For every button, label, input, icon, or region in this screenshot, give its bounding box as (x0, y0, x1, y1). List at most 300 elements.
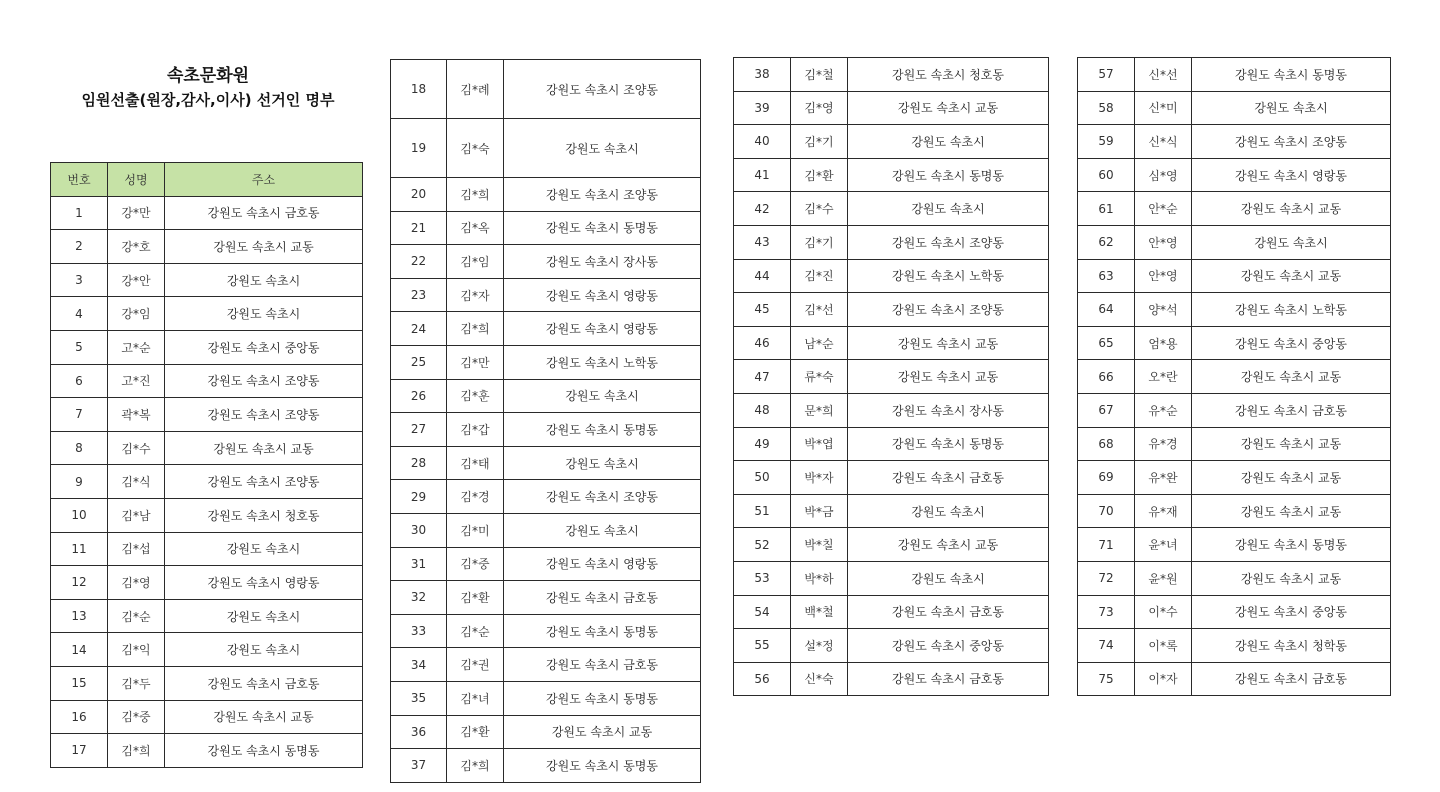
voter-address: 강원도 속초시 교동 (1192, 561, 1391, 595)
row-number: 18 (391, 60, 447, 119)
row-number: 34 (391, 648, 447, 682)
row-number: 24 (391, 312, 447, 346)
row-number: 72 (1078, 561, 1135, 595)
row-number: 42 (734, 192, 791, 226)
voter-name: 오*란 (1135, 360, 1192, 394)
voter-name: 김*례 (447, 60, 504, 119)
voter-address: 강원도 속초시 동명동 (848, 427, 1049, 461)
row-number: 45 (734, 293, 791, 327)
voter-address: 강원도 속초시 조양동 (165, 364, 363, 398)
voter-name: 안*영 (1135, 259, 1192, 293)
voter-name: 김*임 (447, 245, 504, 279)
row-number: 66 (1078, 360, 1135, 394)
voter-name: 김*환 (447, 715, 504, 749)
table-row (734, 461, 1049, 495)
voter-name: 김*경 (447, 480, 504, 514)
table-row (391, 446, 701, 480)
voter-name: 엄*용 (1135, 326, 1192, 360)
row-number: 32 (391, 581, 447, 615)
voter-address: 강원도 속초시 (504, 513, 701, 547)
voter-address: 강원도 속초시 동명동 (504, 749, 701, 783)
row-number: 46 (734, 326, 791, 360)
voter-address: 강원도 속초시 (165, 297, 363, 331)
voter-name: 이*수 (1135, 595, 1192, 629)
row-number: 49 (734, 427, 791, 461)
document-title: 속초문화원 (166, 66, 250, 86)
voter-address: 강원도 속초시 (848, 494, 1049, 528)
table-row (1078, 91, 1391, 125)
row-number: 40 (734, 125, 791, 159)
voter-address: 강원도 속초시 교동 (848, 326, 1049, 360)
row-number: 62 (1078, 225, 1135, 259)
voter-address: 강원도 속초시 (165, 263, 363, 297)
voter-name: 박*엽 (791, 427, 848, 461)
row-number: 63 (1078, 259, 1135, 293)
table-body (51, 196, 363, 767)
voter-name: 강*만 (108, 196, 165, 230)
header-address: 주소 (165, 163, 363, 197)
table-row (1078, 192, 1391, 226)
voter-address: 강원도 속초시 (1192, 225, 1391, 259)
voter-table-2 (390, 59, 701, 783)
row-number: 39 (734, 91, 791, 125)
row-number: 15 (51, 666, 108, 700)
voter-address: 강원도 속초시 금호동 (848, 461, 1049, 495)
voter-name: 양*석 (1135, 293, 1192, 327)
voter-address: 강원도 속초시 조양동 (165, 465, 363, 499)
table-row (1078, 629, 1391, 663)
document-subtitle: 임원선출(원장,감사,이사) 선거인 명부 (81, 91, 335, 109)
voter-address: 강원도 속초시 동명동 (504, 614, 701, 648)
row-number: 6 (51, 364, 108, 398)
voter-name: 윤*원 (1135, 561, 1192, 595)
voter-name: 김*기 (791, 125, 848, 159)
row-number: 67 (1078, 393, 1135, 427)
voter-address: 강원도 속초시 금호동 (1192, 662, 1391, 696)
voter-address: 강원도 속초시 교동 (165, 700, 363, 734)
table-row (1078, 360, 1391, 394)
row-number: 48 (734, 393, 791, 427)
voter-name: 고*진 (108, 364, 165, 398)
voter-name: 신*식 (1135, 125, 1192, 159)
voter-name: 강*호 (108, 230, 165, 264)
voter-name: 김*철 (791, 58, 848, 92)
voter-name: 이*록 (1135, 629, 1192, 663)
voter-name: 유*완 (1135, 461, 1192, 495)
row-number: 23 (391, 278, 447, 312)
row-number: 57 (1078, 58, 1135, 92)
table-body (734, 58, 1049, 696)
table-row (51, 297, 363, 331)
row-number: 21 (391, 211, 447, 245)
row-number: 54 (734, 595, 791, 629)
table-row (734, 393, 1049, 427)
voter-address: 강원도 속초시 조양동 (504, 178, 701, 212)
table-row (51, 599, 363, 633)
table-body (1078, 58, 1391, 696)
voter-address: 강원도 속초시 교동 (848, 528, 1049, 562)
voter-address: 강원도 속초시 장사동 (504, 245, 701, 279)
table-row (734, 629, 1049, 663)
table-row (51, 465, 363, 499)
voter-name: 김*권 (447, 648, 504, 682)
voter-address: 강원도 속초시 중앙동 (848, 629, 1049, 663)
table-row (391, 278, 701, 312)
voter-address: 강원도 속초시 조양동 (1192, 125, 1391, 159)
table-row (51, 330, 363, 364)
voter-name: 김*두 (108, 666, 165, 700)
voter-name: 김*훈 (447, 379, 504, 413)
voter-address: 강원도 속초시 (848, 561, 1049, 595)
row-number: 4 (51, 297, 108, 331)
table-row (1078, 662, 1391, 696)
row-number: 10 (51, 498, 108, 532)
row-number: 28 (391, 446, 447, 480)
voter-address: 강원도 속초시 금호동 (504, 581, 701, 615)
voter-name: 김*선 (791, 293, 848, 327)
voter-name: 안*영 (1135, 225, 1192, 259)
voter-name: 김*옥 (447, 211, 504, 245)
voter-name: 박*하 (791, 561, 848, 595)
voter-table-4 (1077, 57, 1391, 696)
table-row (51, 734, 363, 768)
voter-address: 강원도 속초시 (1192, 91, 1391, 125)
voter-address: 강원도 속초시 교동 (848, 91, 1049, 125)
row-number: 5 (51, 330, 108, 364)
table-row (51, 398, 363, 432)
table-row (391, 581, 701, 615)
voter-name: 김*환 (791, 158, 848, 192)
voter-address: 강원도 속초시 영랑동 (504, 278, 701, 312)
table-row (391, 245, 701, 279)
voter-name: 김*자 (447, 278, 504, 312)
row-number: 16 (51, 700, 108, 734)
voter-name: 김*수 (108, 431, 165, 465)
voter-name: 백*철 (791, 595, 848, 629)
table-row (734, 528, 1049, 562)
voter-address: 강원도 속초시 중앙동 (1192, 595, 1391, 629)
table-row (1078, 393, 1391, 427)
header-number: 번호 (51, 163, 108, 197)
row-number: 13 (51, 599, 108, 633)
row-number: 43 (734, 225, 791, 259)
row-number: 53 (734, 561, 791, 595)
voter-address: 강원도 속초시 조양동 (848, 225, 1049, 259)
voter-address: 강원도 속초시 동명동 (165, 734, 363, 768)
voter-address: 강원도 속초시 교동 (1192, 360, 1391, 394)
voter-address: 강원도 속초시 교동 (1192, 427, 1391, 461)
voter-address: 강원도 속초시 청호동 (165, 498, 363, 532)
table-row (51, 263, 363, 297)
voter-name: 김*희 (447, 749, 504, 783)
table-row (391, 345, 701, 379)
voter-name: 류*숙 (791, 360, 848, 394)
voter-name: 김*진 (791, 259, 848, 293)
voter-name: 신*미 (1135, 91, 1192, 125)
table-row (391, 480, 701, 514)
voter-name: 고*순 (108, 330, 165, 364)
table-row (734, 158, 1049, 192)
voter-name: 박*금 (791, 494, 848, 528)
row-number: 37 (391, 749, 447, 783)
voter-address: 강원도 속초시 (848, 192, 1049, 226)
voter-name: 김*식 (108, 465, 165, 499)
row-number: 56 (734, 662, 791, 696)
row-number: 68 (1078, 427, 1135, 461)
voter-name: 강*임 (108, 297, 165, 331)
voter-name: 유*재 (1135, 494, 1192, 528)
table-row (51, 666, 363, 700)
row-number: 73 (1078, 595, 1135, 629)
row-number: 61 (1078, 192, 1135, 226)
table-row (1078, 528, 1391, 562)
voter-address: 강원도 속초시 금호동 (1192, 393, 1391, 427)
row-number: 50 (734, 461, 791, 495)
voter-name: 윤*녀 (1135, 528, 1192, 562)
voter-name: 강*안 (108, 263, 165, 297)
voter-address: 강원도 속초시 동명동 (504, 413, 701, 447)
table-row (1078, 595, 1391, 629)
voter-name: 설*정 (791, 629, 848, 663)
row-number: 3 (51, 263, 108, 297)
table-row (391, 379, 701, 413)
row-number: 31 (391, 547, 447, 581)
table-row (391, 648, 701, 682)
voter-name: 김*희 (108, 734, 165, 768)
voter-address: 강원도 속초시 교동 (1192, 192, 1391, 226)
row-number: 9 (51, 465, 108, 499)
row-number: 29 (391, 480, 447, 514)
row-number: 47 (734, 360, 791, 394)
row-number: 8 (51, 431, 108, 465)
voter-name: 김*숙 (447, 119, 504, 178)
voter-address: 강원도 속초시 영랑동 (165, 566, 363, 600)
table-row (1078, 461, 1391, 495)
row-number: 27 (391, 413, 447, 447)
row-number: 74 (1078, 629, 1135, 663)
voter-table-1 (50, 162, 363, 768)
table-row (734, 192, 1049, 226)
voter-name: 김*환 (447, 581, 504, 615)
voter-address: 강원도 속초시 조양동 (504, 480, 701, 514)
row-number: 38 (734, 58, 791, 92)
voter-address: 강원도 속초시 동명동 (848, 158, 1049, 192)
table-row (51, 566, 363, 600)
row-number: 60 (1078, 158, 1135, 192)
table-row (51, 633, 363, 667)
row-number: 64 (1078, 293, 1135, 327)
row-number: 59 (1078, 125, 1135, 159)
table-row (734, 662, 1049, 696)
voter-name: 문*희 (791, 393, 848, 427)
voter-address: 강원도 속초시 청학동 (1192, 629, 1391, 663)
row-number: 70 (1078, 494, 1135, 528)
voter-name: 김*중 (108, 700, 165, 734)
table-row (734, 225, 1049, 259)
voter-name: 김*기 (791, 225, 848, 259)
voter-address: 강원도 속초시 동명동 (1192, 528, 1391, 562)
voter-name: 김*미 (447, 513, 504, 547)
voter-address: 강원도 속초시 (165, 532, 363, 566)
voter-name: 유*순 (1135, 393, 1192, 427)
row-number: 75 (1078, 662, 1135, 696)
voter-name: 이*자 (1135, 662, 1192, 696)
voter-name: 김*영 (108, 566, 165, 600)
voter-address: 강원도 속초시 노학동 (1192, 293, 1391, 327)
table-row (51, 700, 363, 734)
voter-address: 강원도 속초시 동명동 (504, 681, 701, 715)
row-number: 71 (1078, 528, 1135, 562)
voter-name: 신*선 (1135, 58, 1192, 92)
table-row (1078, 326, 1391, 360)
table-row (391, 312, 701, 346)
row-number: 52 (734, 528, 791, 562)
voter-name: 김*녀 (447, 681, 504, 715)
voter-address: 강원도 속초시 교동 (1192, 461, 1391, 495)
row-number: 55 (734, 629, 791, 663)
voter-name: 김*갑 (447, 413, 504, 447)
table-row (51, 498, 363, 532)
row-number: 22 (391, 245, 447, 279)
table-row (391, 715, 701, 749)
voter-address: 강원도 속초시 (165, 633, 363, 667)
voter-address: 강원도 속초시 교동 (504, 715, 701, 749)
table-row (734, 595, 1049, 629)
voter-table-3 (733, 57, 1049, 696)
table-row (51, 431, 363, 465)
voter-address: 강원도 속초시 (848, 125, 1049, 159)
table-row (391, 211, 701, 245)
voter-address: 강원도 속초시 금호동 (504, 648, 701, 682)
voter-address: 강원도 속초시 중앙동 (1192, 326, 1391, 360)
row-number: 65 (1078, 326, 1135, 360)
row-number: 11 (51, 532, 108, 566)
table-row (391, 614, 701, 648)
row-number: 19 (391, 119, 447, 178)
table-row (1078, 225, 1391, 259)
table-row (1078, 125, 1391, 159)
voter-name: 심*영 (1135, 158, 1192, 192)
voter-address: 강원도 속초시 영랑동 (504, 312, 701, 346)
voter-address: 강원도 속초시 영랑동 (1192, 158, 1391, 192)
row-number: 17 (51, 734, 108, 768)
table-body (391, 60, 701, 783)
table-row (734, 91, 1049, 125)
table-row (734, 326, 1049, 360)
table-row (51, 532, 363, 566)
table-row (734, 427, 1049, 461)
voter-address: 강원도 속초시 중앙동 (165, 330, 363, 364)
row-number: 26 (391, 379, 447, 413)
row-number: 69 (1078, 461, 1135, 495)
table-row (1078, 427, 1391, 461)
table-row (391, 178, 701, 212)
voter-name: 김*익 (108, 633, 165, 667)
voter-name: 김*수 (791, 192, 848, 226)
voter-name: 김*순 (108, 599, 165, 633)
voter-address: 강원도 속초시 금호동 (165, 196, 363, 230)
row-number: 2 (51, 230, 108, 264)
voter-address: 강원도 속초시 동명동 (504, 211, 701, 245)
voter-address: 강원도 속초시 청호동 (848, 58, 1049, 92)
table-row (1078, 158, 1391, 192)
table-row (391, 413, 701, 447)
table-row (734, 561, 1049, 595)
voter-address: 강원도 속초시 교동 (848, 360, 1049, 394)
voter-address: 강원도 속초시 노학동 (848, 259, 1049, 293)
table-header-row (51, 163, 363, 197)
voter-name: 김*만 (447, 345, 504, 379)
table-row (391, 60, 701, 119)
voter-name: 김*태 (447, 446, 504, 480)
voter-address: 강원도 속초시 영랑동 (504, 547, 701, 581)
voter-address: 강원도 속초시 조양동 (504, 60, 701, 119)
voter-address: 강원도 속초시 (504, 446, 701, 480)
table-row (1078, 561, 1391, 595)
table-row (391, 681, 701, 715)
table-row (51, 364, 363, 398)
voter-name: 김*희 (447, 312, 504, 346)
row-number: 33 (391, 614, 447, 648)
voter-name: 유*경 (1135, 427, 1192, 461)
table-row (1078, 494, 1391, 528)
row-number: 30 (391, 513, 447, 547)
table-row (1078, 259, 1391, 293)
voter-address: 강원도 속초시 금호동 (848, 595, 1049, 629)
voter-name: 김*영 (791, 91, 848, 125)
table-row (51, 230, 363, 264)
voter-name: 박*자 (791, 461, 848, 495)
voter-address: 강원도 속초시 교동 (1192, 494, 1391, 528)
table-row (1078, 58, 1391, 92)
table-row (1078, 293, 1391, 327)
voter-address: 강원도 속초시 금호동 (165, 666, 363, 700)
voter-name: 남*순 (791, 326, 848, 360)
row-number: 36 (391, 715, 447, 749)
voter-address: 강원도 속초시 장사동 (848, 393, 1049, 427)
row-number: 51 (734, 494, 791, 528)
voter-address: 강원도 속초시 (504, 379, 701, 413)
voter-name: 박*칠 (791, 528, 848, 562)
header-name: 성명 (108, 163, 165, 197)
voter-name: 김*남 (108, 498, 165, 532)
table-row (391, 547, 701, 581)
table-row (734, 494, 1049, 528)
voter-address: 강원도 속초시 조양동 (165, 398, 363, 432)
voter-name: 안*순 (1135, 192, 1192, 226)
row-number: 20 (391, 178, 447, 212)
voter-address: 강원도 속초시 동명동 (1192, 58, 1391, 92)
document-title-block (50, 64, 366, 112)
voter-name: 김*순 (447, 614, 504, 648)
table-row (734, 293, 1049, 327)
voter-address: 강원도 속초시 (504, 119, 701, 178)
voter-address: 강원도 속초시 (165, 599, 363, 633)
table-row (734, 259, 1049, 293)
voter-address: 강원도 속초시 교동 (165, 431, 363, 465)
table-row (391, 119, 701, 178)
voter-address: 강원도 속초시 노학동 (504, 345, 701, 379)
row-number: 7 (51, 398, 108, 432)
row-number: 12 (51, 566, 108, 600)
row-number: 35 (391, 681, 447, 715)
table-row (391, 513, 701, 547)
voter-name: 김*중 (447, 547, 504, 581)
voter-address: 강원도 속초시 금호동 (848, 662, 1049, 696)
voter-address: 강원도 속초시 교동 (165, 230, 363, 264)
voter-name: 김*희 (447, 178, 504, 212)
row-number: 44 (734, 259, 791, 293)
